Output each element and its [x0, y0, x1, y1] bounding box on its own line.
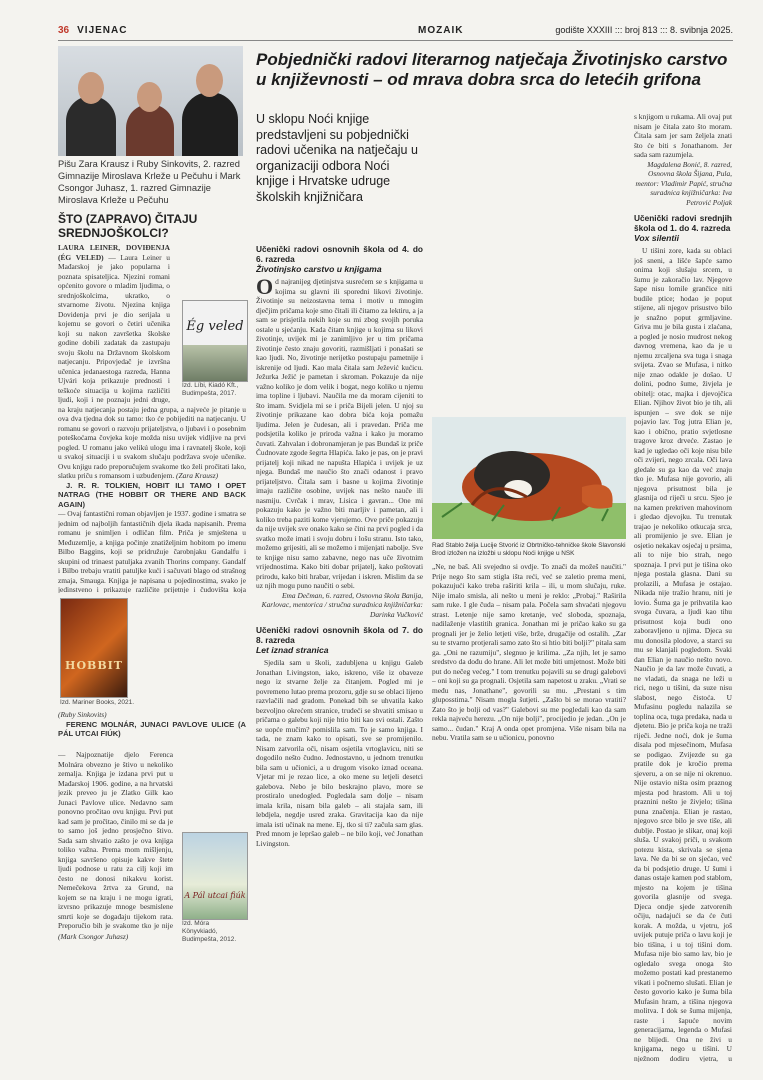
person-silhouette	[182, 92, 238, 156]
page-number: 36	[58, 24, 70, 36]
signature-2: Magdalena Bonić, 8. razred, Osnovna škola Šijana, Pula, mentor: Vladimir Papić, stručna suradnica knjižničarka: Iva Petrović Poljak	[635, 159, 732, 207]
dropcap: O	[256, 274, 274, 299]
text-3: „Ne, ne baš. Ali svejedno si ovdje. To znači da možeš naučiti." Prije nego što sam stigla išta reći, već se zaletio prema meni, pokazujući kako treba raširiti krila – ili, u mom slučaju, ruke. Nije imalo smisla, ali nešto u meni je reklo: „Probaj." Raširila sam ruke. I gle čuda – nisam pala. Počela sam shvaćati njegovu strast. Letenje nije samo kretanje, već sloboda, spoznaja, nadilaženje vlastitih granica. Jonathan mi je pričao kako su ga prognali jer je želio letjeti više, brže, drugačije od ostalih. „Zar su te stvarno protjerali samo zato što si htio biti bolji?" pitala sam ga. „Oni ne razumiju", slegnuo je krilima. „Za njih, let je samo sredstvo da dođu do hrane. Ali let može biti umjetnost. Može biti put do nečeg većeg." I tom trenutku pojavili su se drugi galebovi – oni koji su ga prognali. Osjetila sam napetost u zraku. „Vrati se među nas, Jonathane", govorili su mu. „Prestani s tim gluposstima." Nisam mogla šutjeti. „Zašto bi se morao vratiti? Zato što je bolji od vas?" Galebovi su me pogledali kao da sam rekla najveću herezu. „On nije bolji", procijedio je jedan. „On je samo... čudan." Kraj A onda opet promjena. Više nisam bila na nebu. Vratila sam se u učionicu, ponovno	[432, 562, 626, 742]
authors-photo	[58, 46, 243, 156]
right-middle-column-bottom	[432, 562, 626, 1062]
review1-sign: (Zara Krausz)	[176, 471, 219, 480]
review3-sign: (Mark Csongor Juhasz)	[58, 932, 129, 941]
book1-title: Ég veled	[186, 319, 244, 334]
text-4: s knjigom u rukama. Ali ovaj put nisam je čitala zato što moram. Čitala sam jer sam željela znati što će biti s Jonathanom. Jer sada sam razumjela.	[634, 112, 732, 159]
magazine-name: VIJENAC	[77, 24, 128, 36]
category-1: Učenički radovi osnovnih škola od 4. do 6. razreda	[256, 244, 423, 264]
title-3: Vox silentii	[634, 233, 680, 243]
category-2: Učenički radovi osnovnih škola od 7. do 8. razreda	[256, 625, 423, 645]
signature-1: Ema Dečman, 6. razred, Osnovna škola Banija, Karlovac, mentorica / stručna suradnica knjižničarka: Darinka Vučković	[261, 590, 423, 619]
page-header	[58, 22, 733, 38]
person-head	[196, 64, 223, 97]
book2-caption: Izd. Mariner Books, 2021.	[60, 699, 135, 706]
book2-title: HOBBIT	[65, 659, 123, 672]
review2-sign: (Ruby Sinkovits)	[58, 710, 107, 719]
book1-cover	[182, 300, 248, 382]
fox-painting-svg	[432, 417, 626, 539]
text-5: U tišini zore, kada su oblaci još sneni, a lišće šapće samo onima koji slušaju srcem, u šumu je zakoračio lav. Njegove šape nisu lomile grančice niti budile ptice; hodao je poput stijene, ali njegov prisustvo bilo je snažno poput grmljavine. Griva mu je bila gusta i zlaćana, a pogled je nosio mudrost nekog davnog vremena, kao da je u njemu zrcaljena sva tuga i snaga svijeta. Zvao se Mufasa, i nitko nije znao odakle je došao. U dolini, podno šume, živjela je obitelj: otac, majka i djevojčica Elian. Njihov život bio je tih, ali ispunjen – sve dok se nije pojavio lav. Tog jutra Elian je, kao i obično, pratio svjetlosne tragove kroz drveće. Zastao je kad je ugledao oči koje nisu bile oči zvijeri, nego zrcala. Oči lava gledale su ga kao da već znaju tko je. Mufasa nije govorio, ali njegova prisutnost bila je glasnija od riječi u srcu. Sjeo je na kamen prekriven mahovinom i gledao djevojku. Tu trenutak trajao je nekoliko otkucaja srca, ali promijenio je sve. Elian je osjetio nekakav osjećaj u prsima, ali to nije bio strah, nego spoznaja. I prvi put je tišina oko njega postala glasna. Dani su prolazili, a Mufasa je ostajao. Nikada nije tražio hranu, niti je lovio. Šuma ga je prihvatila kao svoga čuvara, a ljudi kao tihu prisutnost koja budi ono zaboravljeno u njima. Djeca su mu donosila plodove, a starci su mu se klanjali pogledom. Svaki dan Elian je naučio nešto novo. Naučio je da lav može čuvati, a ne vladati, da snaga ne leži u rici, nego u tišini, da suze nisu slabost, nego čistoća. U Mufasinu pogledu nalazila se toplina oca, tuga predaka, nada u djetetu. Bio je priča koja ne traži riječi. Jedne noći, dok je šuma disala pod mjesečinom, Mufasa se podigao. Zvijezde su ga pratile dok je kročio prema sjeveru, a on se nije ni okrenuo. Nije ostavio ništa osim praznog mjesta pod hrastom. Ali u toj praznini nešto je živjelo; tišina puna značenja. Elian je rastao, njegovo srce bilo je sve tiše, ali dublje. Postao je slikar, onaj koji sluša. U svakoj priči, u svakom potezu kista, skrivala se sjena lava. Ne da bi se on sjećao, već da bi podsjetio druge. U šumi i danas ostaje kamen pod stablom, mjesto na kojem je tišina govorila glasnije od svega. Djeca ondje sjede zatvorenih očiju, nadajući se da će čuti korak. A možda, u vjetru, još uvijek putuje priča o lavu koji je bio tišina, i u toj tišini dom. Mufasa nije bio samo lav, bio je ogledalo svega onoga što možemo postati kad prestanemo vikati i počnemo slušati. Elian je često govorio kako je šuma bila Mufasin hram, a tišina njegova molitva. I dok se šuma mijenja, raste i šapuće novim generacijama, legenda o Mufasi ne blijedi. Ona ne živi u knjigama, nego u tišini. U nježnom dodiru vjetra, u	[634, 246, 732, 1062]
right-column	[634, 112, 732, 1062]
review1-heading: LAURA LEINER, DOVIĐENJA (ÉG VELED)	[58, 243, 170, 262]
category-3: Učenički radovi srednjih škola od 1. do 4. razreda	[634, 213, 732, 233]
middle-column	[256, 244, 423, 1064]
text-1: d najranijeg djetinjstva susrećem se s knjigama u kojima su glavni ili sporedni likovi životinje. Životinje su neizostavna tema i motiv u mnogim dječjim pričama koje smo čitali ili čitamo za lektiru, a ja sam se prisjetila nekih koje su mi zbog svojih poruka ostale u sjećanju. Kada čitam knjige u kojima su likovi životinje, uvijek mi je zanimljivo jer u tim pričama životinje često znaju govoriti, razmišljati i ponašati se kao ljudi. No, životinje nerijetko postupaju pametnije i iskrenije od ljudi. Kao mala čitala sam Ježević kućicu. Ježurka Ježić je pametan i skroman. Pokazuje da nije važno koliko je dom velik i bogat, nego koliko u njemu ima topline i ljubavi. Naučila me da moram cijeniti to što imam. Svidjela mi se i priča Bijeli jelen. U njoj su životinje prikazane kao dobra bića koja pomažu ljudima. Jelen je čudesan, ali i pravedan. Priča me podsjetila koliko je priroda važna i kako ju moramo čuvati. Zahvalan i dobronamjeran je pas Bundaš iz priče Čudnovate zgode šegrta Hlapića. Iako je pas, on je pravi prijatelj koji nikad ne napušta Hlapića i uvijek je uz njega. Bundaš me naučio što znači odanost i pravo prijateljstvo. Čitala sam i basne u kojima životinje imaju različite osobine, uvijek nas nešto nauče ili nasmiju. Cvrčak i mrav, Lisica i gavran... One mi pokazuju kako je važno biti marljiv i pametan, ali i koliko treba paziti kome vjerujemo. Ove priče pokazuju da nije uvijek sve onako kako se čini na prvi pogled i da svatko može imati i svoju dobru i lošu stranu. Isto tako, možemo grijesiti, ali se možemo i mijenjati nabolje. Sve te knjige nisu samo zabavne, nego nas uče životnim vrijednostima. Kako biti dobar prijatelj, kako poštovati prirodu, kako biti hrabar, vrijedan i iskren. Mislim da se uz njih mogu puno naučiti o sebi.	[256, 277, 423, 590]
header-rule	[58, 40, 733, 41]
left-column-top	[58, 243, 246, 593]
text-2: Sjedila sam u školi, zadubljena u knjigu Galeb Jonathan Livingston, iako, iskreno, više iz obaveze nego iz stvarne želje za čitanjem. Pogled mi je povremeno lutao prema prozoru, gdje su se oblaci lijeno razvlačili nad gradom. Ponekad bih se uhvatila kako bezvoljno okrećem stranice, trudeći se shvatiti smisao u pričama o galebu koji nije htio biti kao svi ostali. Zašto se uopće mučim? pomislila sam. To je samo knjiga. I tada, ne znam kako to opisati, sve se promijenilo. Nisam zatvorila oči, nisam osjetila vrtoglavicu, niti se dogodilo nešto čudno. Jednostavno, u jednom trenutku bila sam u učionici, a u drugom visoko iznad oceana. Vjetar mi je rezao lice, a oko mene su letjeli desetci galebova. Nebo je bilo beskrajno plavo, more se prostiralo unedogled. Pogledala sam dolje – nisam imala krila, nisam bila galeb – ali stajala sam, ili lebdjela, negdje usred zraka. Gravitacija kao da nije imala isti učinak na mene. Ej, tko si ti? začula sam glas. Pred mnom je lepršao galeb – ne bilo koji, već Jonathan Livingston.	[256, 658, 423, 848]
right-middle-column-top	[432, 112, 626, 412]
left-column-review3	[58, 750, 173, 930]
title-2: Let iznad stranica	[256, 645, 329, 655]
article-headline: Pobjednički radovi literarnog natječaja Životinjsko carstvo u književnosti – od mrava dobra srca do letećih grifona	[256, 50, 728, 89]
left-column-bottom	[58, 932, 246, 1062]
person-head	[78, 72, 104, 104]
issue-info: godište XXXIII ::: broj 813 ::: 8. svibnja 2025.	[555, 25, 733, 35]
book2-cover	[60, 598, 128, 698]
book3-caption: Izd. Móra Könyvkiadó, Budimpešta, 2012.	[182, 920, 237, 943]
painting-caption: Rad Stablo želja Lucije Stvorić iz Obrtničko-tehničke škole Slavonski Brod izložen na izložbi u sklopu Noći knjige u NSK	[432, 542, 626, 557]
review3-heading: FERENC MOLNÁR, JUNACI PAVLOVE ULICE (A PÁL UTCAI FIÚK)	[58, 719, 246, 738]
section-name: MOZAIK	[418, 24, 464, 36]
person-head	[137, 82, 162, 112]
review2-text: — Ovaj fantastični roman objavljen je 1937. godine i smatra se jednim od najboljih fantastičnih djela ikada napisanih. Prema romanu je snimljen i odličan film. Priča je smještena u Međuzemlje, a knjiga počinje znatiželjnim hobitom po imenu Bilbo Baggins, koji se pridružuje čarobnjaku Gandalfu i skupini od trinaest patuljaka zvanih Thorins company. Gandalf i Bilbo trebaju vratiti patuljke kući i sačuvati blago od strašnog zmaja, Smauga. Knjiga je napisana u pojedinostima, svako je jedinstveno i prikazuje različite prijetnje i čudovišta koja	[58, 509, 246, 593]
article-lead: U sklopu Noći knjige predstavljeni su pobjednički radovi učenika na natječaju u organizaciji odbora Noći knjige i Hrvatske udruge školskih knjižničara	[256, 112, 418, 204]
book1-caption: Izd. Líbi, Kiadó Kft., Budimpešta, 2017.	[182, 382, 239, 397]
book3-cover	[182, 832, 248, 920]
person-silhouette	[66, 96, 116, 156]
photo-caption: Pišu Zara Krausz i Ruby Sinkovits, 2. razred Gimnazije Miroslava Krleže u Pečuhu i Mark Csongor Juhasz, 1. razred Gimnazije Miroslava Krleže u Pečuhu	[58, 159, 241, 205]
title-1: Životinjsko carstvo u knjigama	[256, 264, 382, 274]
book3-title: A Pál utcai fiúk	[184, 891, 246, 900]
left-kicker: ŠTO (ZAPRAVO) ČITAJU SREDNJOŠKOLCI?	[58, 212, 198, 240]
review3-text: — Najpoznatije djelo Ferenca Molnára obvezno je štivo u nekoliko zemalja. Knjiga je izdana prvi put u Mađarskoj 1906. godine, a na hrvatski jezik preveo ju je Zlatko Gilk kao Junaci Pavlove ulice. Nedavno sam ponovno pročitao ovu knjigu. Prvi put kad sam je pročitao, činilo mi se da je to samo još jedno prosječno štivo. Sada sam shvatio zašto je ova knjiga toliko važna. Prema mom mišljenju, knjiga savršeno opisuje kakve štete ljudi podnose u ratu za cilj koji im često ne donosi nikakvu korist. Nemečekova žrtva za Grund, na kojem se na kraju i ne mogu igrati, izvrsno prikazuje mnoge besmislene smrti koje se događaju tijekom rata. Preporučio bih je svakome tko je nije	[58, 750, 173, 930]
review1-text: — Laura Leiner u Mađarskoj je jako popularna i poznata spisateljica. Njezini romani općenito govore o mladim ljudima, o srednjoškolcima, ukratko, o stvarnome životu. Njezina knjiga Dovidenja prvi je dio serijala u kojemu se govori o četiri učenika koji su nakon završetka školske godine dobili zadatak da zastupaju svoju školu na Državnom školskom natjecanju. Pripovjedač je izvršna učenica jedanaestoga razreda, Hanna Ujvári koja prikazuje prednosti i teškoće situacija u kojima različiti ljudi, koji i ne poznaju jedni druge, na kraju natjecanja postaju jedna grupa, a najveće je pitanje u ova dva tjedna dok su tamo: tko će pobijediti na natjecanju. U romanu se govori o razvoju prijateljstva, o ljubavi i o posebnim poteškoćama čovjeka koje možda nisu uvijek vidljive na prvi pogled. U romanu jako velikú ulogu ima i ravnatelj škole, koji u svakoj situaciji i u svakom slučaju podržava svoje učenike. Ovu knjigu rado preporučujem svakome tko želi pročitati lako, slatku priču s romansom i uzbuđenjem.	[58, 252, 246, 480]
review2-heading: J. R. R. TOLKIEN, HOBIT ILI TAMO I OPET NATRAG (THE HOBBIT OR THERE AND BACK AGAIN)	[58, 480, 246, 509]
painting-illustration	[432, 417, 626, 539]
